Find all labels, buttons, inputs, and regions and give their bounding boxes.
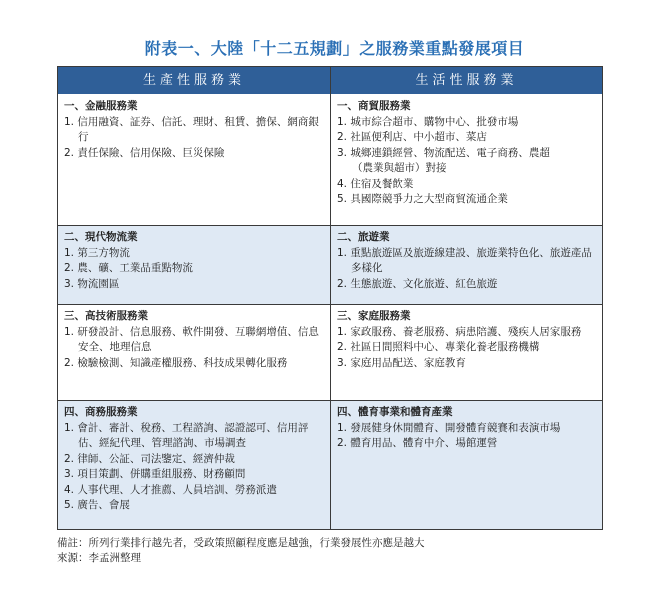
- list-item: 2. 檢驗檢測、知識產權服務、科技成果轉化服務: [64, 356, 288, 369]
- header-consumer-services: 生活性服務業: [331, 67, 602, 94]
- section-heading: 二、旅遊業: [337, 231, 390, 243]
- list-item: 2. 社區日間照料中心、專業化養老服務機構: [337, 341, 540, 353]
- list-item: 2. 生態旅遊、文化旅遊、紅色旅遊: [337, 277, 498, 290]
- column-divider: [330, 67, 331, 529]
- list-item: 3. 項目策劃、併購重組服務、財務顧問: [64, 468, 246, 480]
- cell-logistics: [58, 226, 330, 304]
- cell-business: [58, 401, 330, 529]
- cell-hightech: [58, 305, 330, 400]
- cell-finance: [58, 95, 330, 225]
- table-title: 附表一、大陸「十二五規劃」之服務業重點發展項目: [144, 39, 525, 58]
- list-item: 1. 發展健身休閒體育、開發體育競賽和表演市場: [337, 421, 561, 434]
- section-heading: 三、高技術服務業: [64, 310, 148, 322]
- list-item: 1. 重點旅遊區及旅遊線建設、旅遊業特色化、旅遊產品多樣化: [337, 246, 592, 274]
- list-item: 1. 信用融資、証券、信託、理財、租賃、擔保、網商銀行: [64, 115, 319, 143]
- list-item: 2. 農、礦、工業品重點物流: [64, 262, 193, 274]
- list-item: （農業與超市）對接: [352, 162, 447, 174]
- section-heading: 四、體育事業和體育產業: [337, 406, 453, 418]
- list-item: 1. 第三方物流: [64, 246, 130, 259]
- source-line: 來源：李孟洲整理: [57, 552, 141, 564]
- cell-household: [331, 305, 602, 400]
- section-heading: 四、商務服務業: [64, 406, 138, 418]
- cell-commerce: [331, 95, 602, 225]
- list-item: 1. 家政服務、養老服務、病患陪護、殘疾人居家服務: [337, 325, 582, 338]
- list-item: 2. 體育用品、體育中介、場館運營: [337, 437, 498, 449]
- list-item: 2. 律師、公証、司法鑒定、經濟仲裁: [64, 452, 235, 465]
- list-item: 3. 城鄉連鎖經營、物流配送、電子商務、農超: [337, 146, 550, 159]
- cell-tourism: [331, 226, 602, 304]
- list-item: 1. 城市綜合超市、購物中心、批發市場: [337, 115, 519, 128]
- list-item: 1. 研發設計、信息服務、軟件開發、互聯網增值、信息安全、地理信息: [64, 325, 319, 353]
- services-table: [57, 66, 603, 530]
- section-heading: 二、現代物流業: [64, 231, 138, 243]
- section-heading: 一、商貿服務業: [337, 100, 411, 112]
- header-productive-services: 生產性服務業: [58, 67, 330, 94]
- list-item: 4. 人事代理、人才推薦、人員培訓、勞務派遣: [64, 483, 277, 496]
- list-item: 5. 廣告、會展: [64, 499, 130, 511]
- footnote: 備註：所列行業排行越先者，受政策照顧程度應是越強，行業發展性亦應是越大: [57, 537, 425, 549]
- list-item: 1. 會計、審計、稅務、工程諮詢、認證認可、信用評估、經紀代理、管理諮詢、市場調查: [64, 421, 309, 449]
- section-heading: 三、家庭服務業: [337, 310, 411, 322]
- list-item: 2. 社區便利店、中小超市、菜店: [337, 131, 487, 143]
- list-item: 4. 住宿及餐飲業: [337, 177, 414, 190]
- cell-sports: [331, 401, 602, 529]
- section-heading: 一、金融服務業: [64, 100, 138, 112]
- list-item: 3. 家庭用品配送、家庭教育: [337, 356, 466, 369]
- list-item: 2. 責任保險、信用保險、巨災保險: [64, 146, 225, 159]
- list-item: 5. 具國際競爭力之大型商貿流通企業: [337, 193, 508, 205]
- list-item: 3. 物流園區: [64, 277, 120, 290]
